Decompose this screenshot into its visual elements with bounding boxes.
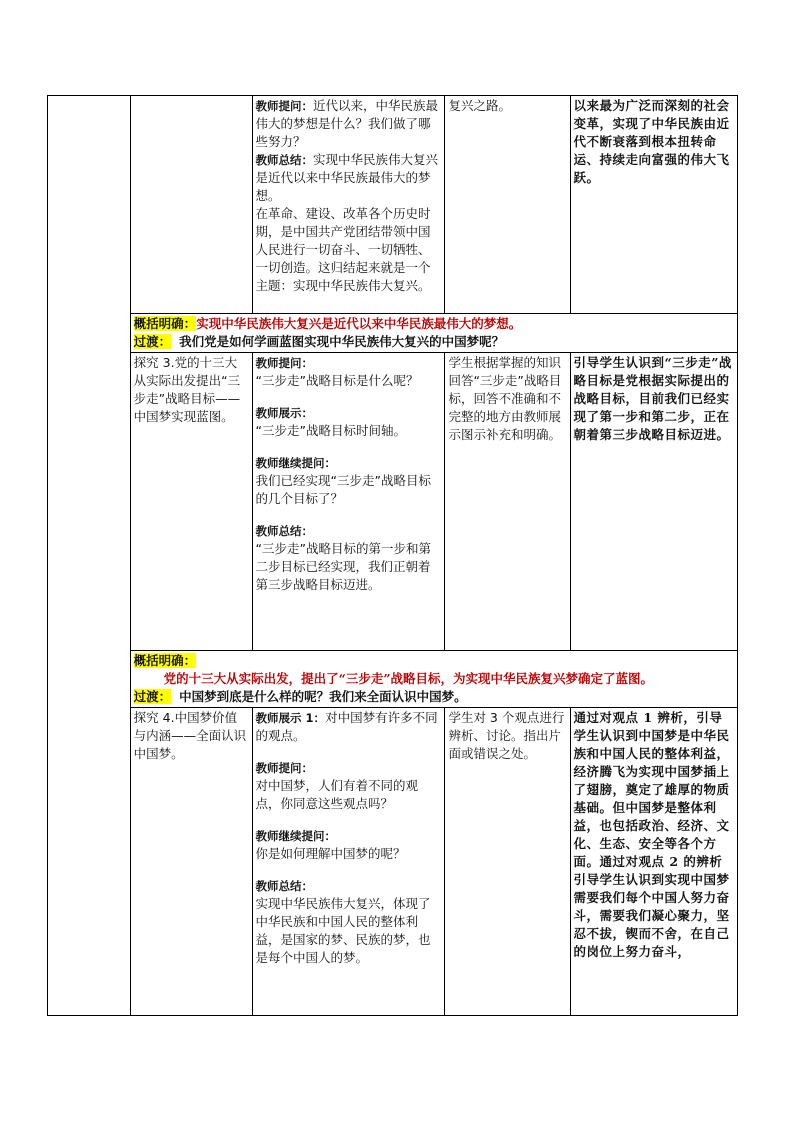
design-intent-cell: 引导学生认识到“三步走”战略目标是党根据实际提出的战略目标，目前我们已经实现了第一步和第二步，正在朝着第三步战略目标迈进。 bbox=[570, 353, 738, 651]
teacher-label: 教师继续提问： bbox=[255, 829, 337, 843]
summary-text: 实现中华民族伟大复兴是近代以来中华民族最伟大的梦想。 bbox=[196, 316, 522, 331]
summary-text: 党的十三大从实际出发，提出了“三步走”战略目标，为实现中华民族复兴梦确定了蓝图。 bbox=[163, 671, 654, 686]
teacher-label: 教师展示 1： bbox=[255, 711, 326, 725]
teacher-label: 教师继续提问： bbox=[255, 456, 337, 470]
teacher-label: 教师总结： bbox=[255, 153, 314, 167]
transition-text: 我们党是如何学画蓝图实现中华民族伟大复兴的中国梦呢？ bbox=[179, 334, 505, 349]
summary-cell bbox=[130, 314, 737, 353]
table-row bbox=[48, 708, 738, 1016]
teacher-activity-cell bbox=[252, 708, 445, 1016]
student-activity-cell: 学生根据掌握的知识回答“三步走”战略目标，回答不准确和不完整的地方由教师展示图示补充和明确。 bbox=[445, 353, 570, 651]
teacher-text: 对中国梦，人们有着不同的观点，你同意这些观点吗？ bbox=[255, 778, 419, 811]
teacher-text: 实现中华民族伟大复兴，体现了中华民族和中国人民的整体利益，是国家的梦、民族的梦，也是每个中国人的梦。 bbox=[255, 896, 431, 965]
teacher-activity-cell bbox=[252, 353, 445, 651]
student-activity-cell: 复兴之路。 bbox=[445, 96, 570, 314]
table-row bbox=[48, 96, 738, 314]
inquiry-cell bbox=[130, 96, 252, 314]
teacher-text: 我们已经实现“三步走”战略目标的几个目标了？ bbox=[255, 473, 431, 506]
teacher-text: 你是如何理解中国梦的呢？ bbox=[255, 846, 406, 861]
design-intent-cell: 以来最为广泛而深刻的社会变革，实现了中华民族由近代不断衰落到根本扭转命运、持续走向富强的伟大飞跃。 bbox=[570, 96, 738, 314]
teacher-text: 对中国梦有许多不同的观点。 bbox=[255, 710, 438, 743]
teacher-label: 教师展示： bbox=[255, 406, 314, 420]
teacher-label: 教师提问： bbox=[255, 99, 314, 113]
summary-label: 概括明确： bbox=[133, 653, 197, 668]
lesson-plan-table bbox=[47, 95, 738, 1016]
teacher-label: 教师提问： bbox=[255, 356, 314, 370]
transition-text: 中国梦到底是什么样的呢？我们来全面认识中国梦。 bbox=[179, 689, 467, 704]
summary-cell bbox=[130, 651, 737, 708]
summary-row bbox=[48, 314, 738, 353]
teacher-text: 在革命、建设、改革各个历史时期，是中国共产党团结带领中国人民进行一切奋斗、一切牺牲、一切创造。这归结起来就是一个主题：实现中华民族伟大复兴。 bbox=[255, 206, 431, 293]
table-row bbox=[48, 353, 738, 651]
teacher-text: “三步走”战略目标是什么呢？ bbox=[255, 373, 419, 388]
summary-row bbox=[48, 651, 738, 708]
teacher-text: 近代以来，中华民族最伟大的梦想是什么？我们做了哪些努力？ bbox=[255, 98, 439, 149]
summary-label: 概括明确： bbox=[133, 316, 197, 331]
teacher-label: 教师总结： bbox=[255, 879, 314, 893]
stage-cell bbox=[48, 96, 131, 1016]
design-intent-cell: 通过对观点 1 辨析，引导学生认识到中国梦是中华民族和中国人民的整体利益，经济腾飞为实现中国梦插上了翅膀，奠定了雄厚的物质基础。但中国梦是整体利益，也包括政治、经济、文化、生态、安全等各个方面。通过对观点 2 的辨析引导学生认识到实现中国梦需要我们每个中国人努力奋斗，需要我们凝心聚力，坚忍不拔，锲而不舍，在自己的岗位上努力奋斗， bbox=[570, 708, 738, 1016]
teacher-activity-cell bbox=[252, 96, 445, 314]
inquiry-cell: 探究 4.中国梦价值与内涵——全面认识中国梦。 bbox=[130, 708, 252, 1016]
transition-label: 过渡： bbox=[133, 334, 172, 349]
teacher-text: “三步走”战略目标时间轴。 bbox=[255, 423, 406, 438]
teacher-label: 教师总结： bbox=[255, 524, 314, 538]
teacher-text: “三步走”战略目标的第一步和第二步目标已经实现，我们正朝着第三步战略目标迈进。 bbox=[255, 541, 431, 592]
student-activity-cell: 学生对 3 个观点进行辨析、讨论。指出片面或错误之处。 bbox=[445, 708, 570, 1016]
teacher-label: 教师提问： bbox=[255, 761, 314, 775]
teacher-text: 实现中华民族伟大复兴是近代以来中华民族最伟大的梦想。 bbox=[255, 152, 439, 203]
transition-label: 过渡： bbox=[133, 689, 172, 704]
inquiry-cell: 探究 3.党的十三大从实际出发提出“三步走”战略目标——中国梦实现蓝图。 bbox=[130, 353, 252, 651]
